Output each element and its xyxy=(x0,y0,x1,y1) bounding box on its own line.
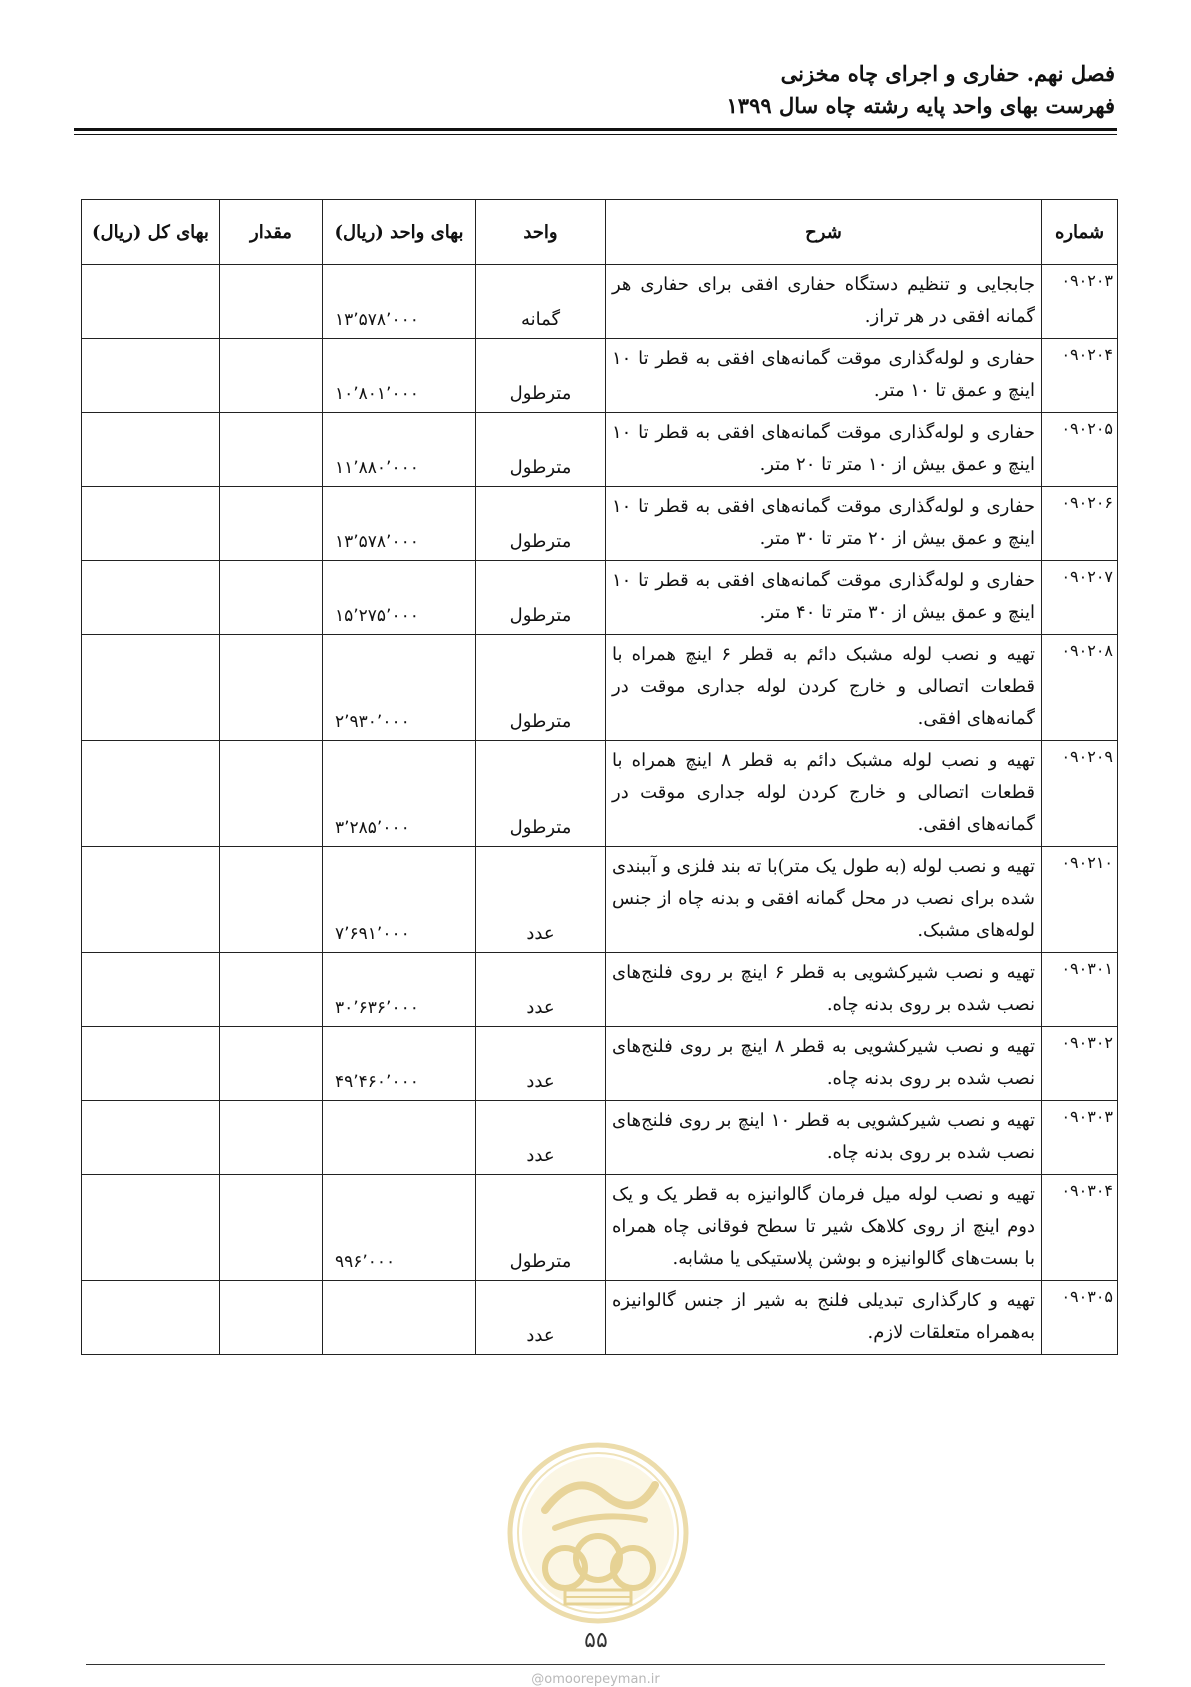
row-unit: مترطول xyxy=(476,1175,606,1281)
row-unit-price: ۱۱٬۸۸۰٬۰۰۰ xyxy=(323,413,476,487)
row-description: تهیه و نصب شیرکشویی به قطر ۶ اینچ بر روی فلنج‌های نصب شده بر روی بدنه چاه. xyxy=(606,953,1042,1027)
column-header-description: شرح xyxy=(606,200,1042,265)
row-unit-price xyxy=(323,1281,476,1355)
table-row xyxy=(82,413,1118,487)
row-total-price xyxy=(82,1027,220,1101)
table-row xyxy=(82,561,1118,635)
row-unit: مترطول xyxy=(476,413,606,487)
row-quantity xyxy=(220,1175,323,1281)
row-unit-price xyxy=(323,1101,476,1175)
row-code: ۰۹۰۲۰۵ xyxy=(1042,413,1118,487)
website-watermark: @omoorepeyman.ir xyxy=(531,1672,660,1687)
table-header-row xyxy=(82,200,1118,265)
column-header-unit: واحد xyxy=(476,200,606,265)
row-total-price xyxy=(82,1101,220,1175)
row-unit: عدد xyxy=(476,1101,606,1175)
row-description: حفاری و لوله‌گذاری موقت گمانه‌های افقی به قطر تا ۱۰ اینچ و عمق تا ۱۰ متر. xyxy=(606,339,1042,413)
list-subtitle: فهرست بهای واحد پایه رشته چاه سال ۱۳۹۹ xyxy=(726,93,1115,118)
row-total-price xyxy=(82,741,220,847)
row-unit-price: ۲٬۹۳۰٬۰۰۰ xyxy=(323,635,476,741)
row-total-price xyxy=(82,953,220,1027)
row-total-price xyxy=(82,413,220,487)
row-total-price xyxy=(82,487,220,561)
row-total-price xyxy=(82,561,220,635)
row-quantity xyxy=(220,953,323,1027)
row-description: جابجایی و تنظیم دستگاه حفاری افقی برای حفاری هر گمانه افقی در هر تراز. xyxy=(606,265,1042,339)
row-description: تهیه و نصب لوله مشبک دائم به قطر ۸ اینچ همراه با قطعات اتصالی و خارج کردن لوله جداری موقت در گمانه‌های افقی. xyxy=(606,741,1042,847)
row-unit: مترطول xyxy=(476,741,606,847)
row-description: تهیه و نصب لوله مشبک دائم به قطر ۶ اینچ همراه با قطعات اتصالی و خارج کردن لوله جداری موقت در گمانه‌های افقی. xyxy=(606,635,1042,741)
row-unit-price: ۱۳٬۵۷۸٬۰۰۰ xyxy=(323,487,476,561)
row-unit: عدد xyxy=(476,1281,606,1355)
table-row xyxy=(82,1027,1118,1101)
row-total-price xyxy=(82,265,220,339)
row-code: ۰۹۰۲۰۳ xyxy=(1042,265,1118,339)
row-quantity xyxy=(220,561,323,635)
row-unit-price: ۱۵٬۲۷۵٬۰۰۰ xyxy=(323,561,476,635)
row-total-price xyxy=(82,339,220,413)
row-code: ۰۹۰۳۰۵ xyxy=(1042,1281,1118,1355)
row-unit: عدد xyxy=(476,953,606,1027)
row-unit-price: ۱۰٬۸۰۱٬۰۰۰ xyxy=(323,339,476,413)
header-rule-thin xyxy=(74,134,1117,135)
price-list-table xyxy=(81,199,1118,1355)
chapter-title: فصل نهم. حفاری و اجرای چاه مخزنی xyxy=(780,61,1115,86)
row-code: ۰۹۰۲۱۰ xyxy=(1042,847,1118,953)
row-quantity xyxy=(220,1027,323,1101)
table-row xyxy=(82,953,1118,1027)
table-row xyxy=(82,265,1118,339)
row-description: تهیه و نصب شیرکشویی به قطر ۱۰ اینچ بر روی فلنج‌های نصب شده بر روی بدنه چاه. xyxy=(606,1101,1042,1175)
row-description: تهیه و کارگذاری تبدیلی فلنج به شیر از جنس گالوانیزه به‌همراه متعلقات لازم. xyxy=(606,1281,1042,1355)
table-row xyxy=(82,339,1118,413)
table-row xyxy=(82,1175,1118,1281)
row-description: حفاری و لوله‌گذاری موقت گمانه‌های افقی به قطر تا ۱۰ اینچ و عمق بیش از ۲۰ متر تا ۳۰ متر. xyxy=(606,487,1042,561)
row-unit-price: ۹۹۶٬۰۰۰ xyxy=(323,1175,476,1281)
row-unit: مترطول xyxy=(476,635,606,741)
table-row xyxy=(82,741,1118,847)
row-code: ۰۹۰۳۰۴ xyxy=(1042,1175,1118,1281)
row-unit-price: ۳۰٬۶۳۶٬۰۰۰ xyxy=(323,953,476,1027)
page-number: ۵۵ xyxy=(584,1628,608,1653)
row-code: ۰۹۰۲۰۷ xyxy=(1042,561,1118,635)
row-code: ۰۹۰۲۰۶ xyxy=(1042,487,1118,561)
row-description: تهیه و نصب لوله میل فرمان گالوانیزه به قطر یک و یک دوم اینچ از روی کلاهک شیر تا سطح فوقانی چاه همراه با بست‌های گالوانیزه و بوشن پلاستیکی یا مشابه. xyxy=(606,1175,1042,1281)
row-code: ۰۹۰۲۰۹ xyxy=(1042,741,1118,847)
row-description: حفاری و لوله‌گذاری موقت گمانه‌های افقی به قطر تا ۱۰ اینچ و عمق بیش از ۱۰ متر تا ۲۰ متر. xyxy=(606,413,1042,487)
row-quantity xyxy=(220,265,323,339)
table-row xyxy=(82,1101,1118,1175)
omoorepeyman-seal-logo xyxy=(505,1440,691,1626)
row-total-price xyxy=(82,1281,220,1355)
row-quantity xyxy=(220,741,323,847)
row-unit-price: ۷٬۶۹۱٬۰۰۰ xyxy=(323,847,476,953)
table-row xyxy=(82,487,1118,561)
row-quantity xyxy=(220,1101,323,1175)
row-unit: عدد xyxy=(476,1027,606,1101)
row-unit: مترطول xyxy=(476,487,606,561)
row-quantity xyxy=(220,847,323,953)
row-code: ۰۹۰۳۰۱ xyxy=(1042,953,1118,1027)
row-code: ۰۹۰۳۰۲ xyxy=(1042,1027,1118,1101)
row-unit: گمانه xyxy=(476,265,606,339)
header-rule-thick xyxy=(74,128,1117,131)
page-header xyxy=(75,58,1115,122)
row-unit-price: ۴۹٬۴۶۰٬۰۰۰ xyxy=(323,1027,476,1101)
column-header-unit-price: بهای واحد (ریال) xyxy=(323,200,476,265)
row-quantity xyxy=(220,1281,323,1355)
row-quantity xyxy=(220,487,323,561)
row-total-price xyxy=(82,635,220,741)
row-code: ۰۹۰۲۰۸ xyxy=(1042,635,1118,741)
row-unit: مترطول xyxy=(476,561,606,635)
footer-rule xyxy=(86,1664,1105,1665)
table-row xyxy=(82,1281,1118,1355)
row-unit-price: ۳٬۲۸۵٬۰۰۰ xyxy=(323,741,476,847)
row-description: حفاری و لوله‌گذاری موقت گمانه‌های افقی به قطر تا ۱۰ اینچ و عمق بیش از ۳۰ متر تا ۴۰ متر. xyxy=(606,561,1042,635)
row-quantity xyxy=(220,339,323,413)
table-row xyxy=(82,847,1118,953)
row-quantity xyxy=(220,635,323,741)
row-quantity xyxy=(220,413,323,487)
row-description: تهیه و نصب شیرکشویی به قطر ۸ اینچ بر روی فلنج‌های نصب شده بر روی بدنه چاه. xyxy=(606,1027,1042,1101)
row-unit-price: ۱۳٬۵۷۸٬۰۰۰ xyxy=(323,265,476,339)
row-description: تهیه و نصب لوله (به طول یک متر)با ته بند فلزی و آببندی شده برای نصب در محل گمانه افقی و بدنه چاه از جنس لوله‌های مشبک. xyxy=(606,847,1042,953)
table-row xyxy=(82,635,1118,741)
row-unit: مترطول xyxy=(476,339,606,413)
row-unit: عدد xyxy=(476,847,606,953)
row-code: ۰۹۰۳۰۳ xyxy=(1042,1101,1118,1175)
column-header-code: شماره xyxy=(1042,200,1118,265)
column-header-total-price: بهای کل (ریال) xyxy=(82,200,220,265)
row-code: ۰۹۰۲۰۴ xyxy=(1042,339,1118,413)
row-total-price xyxy=(82,1175,220,1281)
row-total-price xyxy=(82,847,220,953)
column-header-quantity: مقدار xyxy=(220,200,323,265)
